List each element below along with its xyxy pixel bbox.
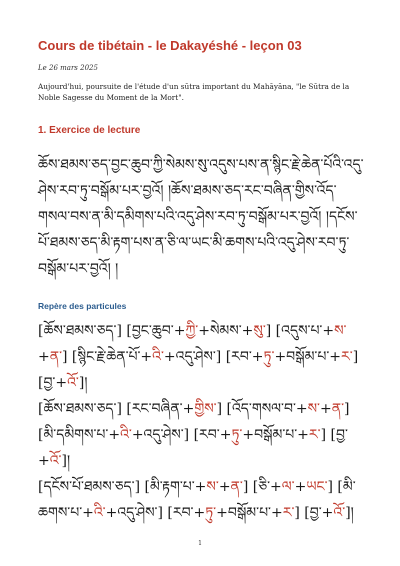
particle-line — [38, 474, 368, 526]
particle-context-text: +བསྒོམ་པ་+ — [242, 427, 309, 443]
particle-highlight: འི་ — [93, 505, 106, 521]
particle-highlight: ཏུ་ — [263, 349, 275, 365]
particle-highlight: ས་ — [307, 401, 320, 417]
section-heading-reading: 1. Exercice de lecture — [38, 125, 141, 136]
particle-highlight: ཡང་ — [306, 479, 328, 495]
particle-highlight: ས་ — [206, 479, 219, 495]
particle-context-text: ] [ཅི་+ — [242, 479, 282, 495]
particle-highlight: འོ་ — [67, 375, 79, 391]
particle-highlight: འོ་ — [49, 453, 62, 469]
particle-context-text: + — [294, 479, 307, 495]
section-heading-particles: Repère des particules — [38, 301, 127, 311]
particle-line — [38, 318, 368, 396]
particle-context-text: + — [218, 479, 231, 495]
page-title: Cours de tibétain - le Dakayéshé - leçon 03 — [38, 38, 302, 53]
particle-highlight: ལ་ — [281, 479, 295, 495]
particle-context-text: ]། — [345, 505, 354, 521]
particle-context-text: ] [འདུས་པ་+ — [265, 323, 335, 339]
particle-context-text: ] [སྙིང་རྗེ་ཆེན་པོ་+ — [62, 349, 153, 365]
particle-highlight: ས་ — [334, 323, 347, 339]
particle-context-text: +འདུ་ཤེས་] [རབ་+ — [131, 427, 232, 443]
particle-highlight: ཀྱི་ — [185, 323, 199, 339]
particle-context-text: ] [བྱ་+ — [38, 427, 348, 469]
particle-context-text: ]། — [78, 375, 88, 391]
particle-highlight: ན་ — [49, 349, 63, 365]
page-number: 1 — [198, 540, 202, 547]
particle-context-text: ] [བྱ་+ — [38, 349, 359, 391]
particle-context-text: +འདུ་ཤེས་] [རབ་+ — [105, 505, 206, 521]
lesson-date: Le 26 mars 2025 — [38, 64, 98, 72]
particle-context-text: [དངོས་པོ་ཐམས་ཅད་] [མི་རྟག་པ་+ — [38, 479, 207, 495]
particle-context-text: +བསྒོམ་པ་+ — [274, 349, 342, 365]
particle-context-text: + — [38, 349, 50, 365]
reading-exercise-text: ཆོས་ཐམས་ཅད་བྱང་ཆུབ་ཀྱི་སེམས་སུ་འདུས་པས་ན་སྙིང་རྗེ་ཆེན་པོའི་འདུ་ཤེས་རབ་ཏུ་བསྒོམ་པར་བྱའོ། །ཆོས་ཐམས་ཅད་རང་བཞིན་གྱིས་འོད་གསལ་བས་ན་མི་དམིགས་པའི་འདུ་ཤེས་རབ་ཏུ་བསྒོམ་པར་བྱའོ། །དངོས་པོ་ཐམས་ཅད་མི་རྟག་པས་ན་ཅི་ལ་ཡང་མི་ཆགས་པའི་འདུ་ཤེས་རབ་ཏུ་བསྒོམ་པར་བྱའོ། ། — [38, 157, 364, 277]
intro-paragraph: Aujourd'hui, poursuite de l'étude d'un sūtra important du Mahāyāna, "le Sūtra de la Noble Sagesse du Moment de la Mort". — [38, 82, 350, 102]
particle-highlight: ན་ — [230, 479, 243, 495]
particle-context-text: ] [འོད་གསལ་བ་+ — [216, 401, 308, 417]
particle-highlight: ན་ — [331, 401, 345, 417]
particle-context-text: [ཆོས་ཐམས་ཅད་] [རང་བཞིན་+ — [38, 401, 195, 417]
particle-context-text: ]། — [61, 453, 71, 469]
particle-context-text: +འདུ་ཤེས་] [རབ་+ — [163, 349, 264, 365]
particle-context-text: +བསྒོམ་པ་+ — [216, 505, 283, 521]
particle-highlight: འི་ — [152, 349, 164, 365]
particle-context-text: +སེམས་+ — [198, 323, 254, 339]
particle-highlight: ཏུ་ — [205, 505, 217, 521]
particle-highlight: ར་ — [282, 505, 295, 521]
particle-context-text: [ཆོས་ཐམས་ཅད་] [བྱང་ཆུབ་+ — [38, 323, 186, 339]
particle-highlight: ར་ — [341, 349, 353, 365]
particle-highlight: གྱིས་ — [194, 401, 217, 417]
particle-highlight: འི་ — [120, 427, 132, 443]
particle-line — [38, 396, 368, 474]
particle-context-text: ] [བྱ་+ — [294, 505, 334, 521]
particle-highlight: འོ་ — [333, 505, 346, 521]
particle-highlight: སུ་ — [253, 323, 266, 339]
particle-context-text: ] [མི་ཆགས་པ་+ — [38, 479, 356, 521]
particle-highlight: ཏུ་ — [231, 427, 243, 443]
particle-context-text: + — [320, 401, 332, 417]
particle-highlight: ར་ — [308, 427, 321, 443]
particle-context-text: ] [མི་དམིགས་པ་+ — [38, 401, 350, 443]
particles-block — [38, 318, 368, 526]
